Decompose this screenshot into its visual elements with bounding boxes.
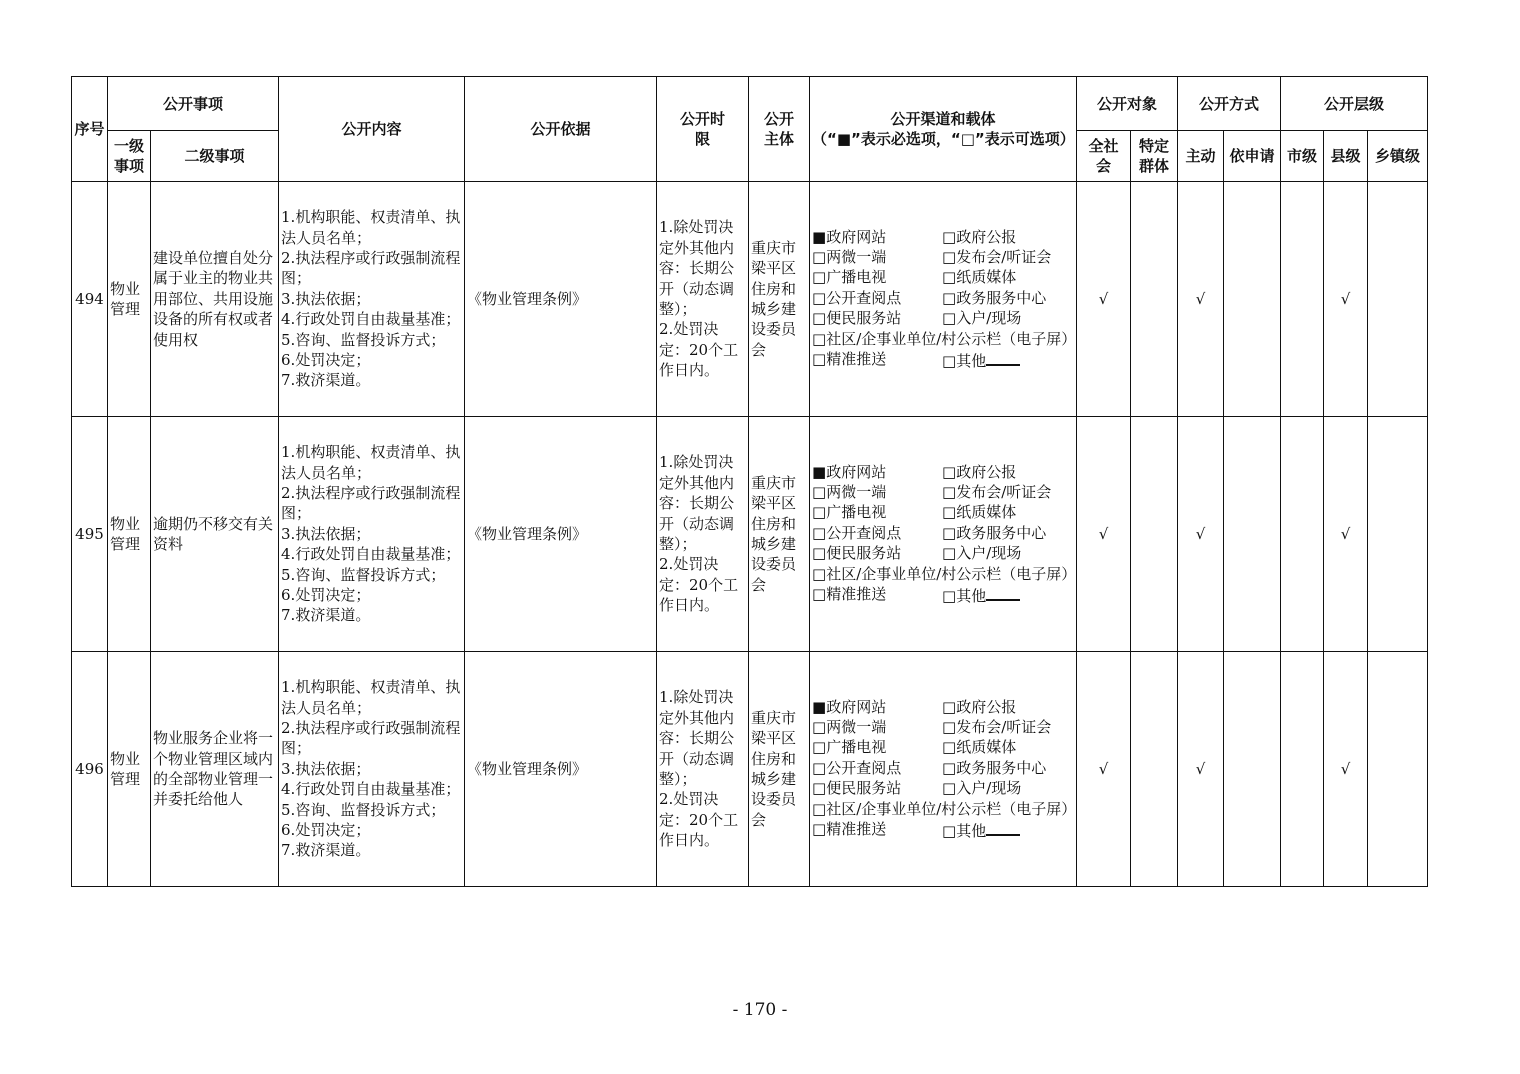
row-level1: 物业管理 (108, 417, 151, 652)
content-line: 6.处罚决定； (281, 351, 371, 370)
content-line: 3.执法依据； (281, 524, 371, 543)
row-target-specific (1131, 652, 1178, 887)
channel-option: □两微一端 (812, 247, 887, 266)
channel-option-other: □其他 (942, 819, 1072, 841)
row-level2: 物业服务企业将一个物业管理区域内的全部物业管理一并委托给他人 (151, 652, 279, 887)
content-line: 5.咨询、监督投诉方式； (281, 565, 446, 584)
channel-option: □精准推送 (812, 350, 887, 369)
channel-option: □政府公报 (942, 697, 1017, 716)
row-level2: 逾期仍不移交有关资料 (151, 417, 279, 652)
content-line: 1.机构职能、权责清单、执法人员名单； (281, 678, 461, 717)
content-line: 1.机构职能、权责清单、执法人员名单； (281, 208, 461, 247)
row-subject: 重庆市梁平区住房和城乡建设委员会 (749, 652, 810, 887)
header-method-active: 主动 (1178, 131, 1224, 182)
channel-option: □发布会/听证会 (942, 247, 1052, 266)
page-number: - 170 - (732, 1000, 788, 1020)
channel-option: □纸质媒体 (942, 268, 1017, 287)
content-line: 1.机构职能、权责清单、执法人员名单； (281, 443, 461, 482)
channel-option: □公开查阅点 (812, 523, 902, 542)
row-method-active: √ (1178, 417, 1224, 652)
header-time: 公开时限 (657, 77, 749, 182)
channel-option: □入户/现场 (942, 309, 1022, 328)
channel-option: □政府公报 (942, 462, 1017, 481)
channel-option: □公开查阅点 (812, 288, 902, 307)
header-basis: 公开依据 (465, 77, 657, 182)
channel-option: □入户/现场 (942, 544, 1022, 563)
channel-option: □政府公报 (942, 227, 1017, 246)
row-method-active: √ (1178, 182, 1224, 417)
content-line: 6.处罚决定； (281, 586, 371, 605)
header-channel-title: 公开渠道和载体 (890, 110, 996, 128)
row-time (657, 417, 749, 652)
channel-option: □精准推送 (812, 585, 887, 604)
row-level1: 物业管理 (108, 182, 151, 417)
time-line: 2.处罚决定：20个工作日内。 (659, 320, 739, 380)
channel-option: □便民服务站 (812, 544, 902, 563)
channel-option: ■政府网站 (812, 462, 887, 481)
row-target-specific (1131, 417, 1178, 652)
channel-option-other: □其他 (942, 349, 1072, 371)
header-level-town: 乡镇级 (1368, 131, 1428, 182)
channel-option: □发布会/听证会 (942, 717, 1052, 736)
row-level2: 建设单位擅自处分属于业主的物业共用部位、共用设施设备的所有权或者使用权 (151, 182, 279, 417)
blank-line (986, 349, 1020, 366)
channel-option: □便民服务站 (812, 779, 902, 798)
header-level2: 二级事项 (151, 131, 279, 182)
content-line: 5.咨询、监督投诉方式； (281, 800, 446, 819)
table-row (72, 652, 1428, 887)
header-level-city: 市级 (1281, 131, 1324, 182)
time-line: 2.处罚决定：20个工作日内。 (659, 555, 739, 615)
row-subject: 重庆市梁平区住房和城乡建设委员会 (749, 417, 810, 652)
blank-line (986, 584, 1020, 601)
row-method-request (1224, 417, 1281, 652)
row-content (279, 417, 465, 652)
row-basis: 《物业管理条例》 (465, 652, 657, 887)
content-line: 3.执法依据； (281, 759, 371, 778)
header-subject: 公开主体 (749, 77, 810, 182)
table-row (72, 182, 1428, 417)
row-target-all: √ (1077, 652, 1131, 887)
blank-line (986, 819, 1020, 836)
channel-option: □社区/企事业单位/村公示栏（电子屏） (812, 799, 1077, 818)
row-level-city (1281, 652, 1324, 887)
channel-option: □广播电视 (812, 268, 887, 287)
channel-option: □纸质媒体 (942, 738, 1017, 757)
header-seq: 序号 (72, 77, 108, 182)
channel-option: □广播电视 (812, 503, 887, 522)
channel-option: □便民服务站 (812, 309, 902, 328)
row-method-request (1224, 652, 1281, 887)
header-channel (810, 77, 1077, 182)
channel-option: ■政府网站 (812, 697, 887, 716)
row-level-city (1281, 182, 1324, 417)
content-line: 7.救济渠道。 (281, 841, 371, 860)
content-line: 2.执法程序或行政强制流程图； (281, 718, 461, 758)
header-level1: 一级事项 (108, 131, 151, 182)
row-channels (810, 652, 1077, 887)
channel-option: □社区/企事业单位/村公示栏（电子屏） (812, 329, 1077, 348)
row-level-county: √ (1324, 182, 1368, 417)
channel-option: ■政府网站 (812, 227, 887, 246)
row-level-town (1368, 182, 1428, 417)
row-level-county: √ (1324, 652, 1368, 887)
row-target-specific (1131, 182, 1178, 417)
row-channels (810, 417, 1077, 652)
header-item-group: 公开事项 (108, 77, 279, 131)
channel-option: □公开查阅点 (812, 758, 902, 777)
row-level-town (1368, 652, 1428, 887)
channel-option: □入户/现场 (942, 779, 1022, 798)
row-seq: 496 (72, 652, 108, 887)
row-time (657, 182, 749, 417)
header-content: 公开内容 (279, 77, 465, 182)
channel-option: □两微一端 (812, 717, 887, 736)
header-target-specific: 特定群体 (1131, 131, 1178, 182)
time-line: 2.处罚决定：20个工作日内。 (659, 790, 739, 850)
row-seq: 495 (72, 417, 108, 652)
channel-option: □纸质媒体 (942, 503, 1017, 522)
disclosure-table (71, 76, 1428, 887)
row-method-active: √ (1178, 652, 1224, 887)
header-channel-note: （“■”表示必选项，“□”表示可选项） (812, 130, 1075, 148)
header-level-county: 县级 (1324, 131, 1368, 182)
row-level-county: √ (1324, 417, 1368, 652)
content-line: 2.执法程序或行政强制流程图； (281, 248, 461, 288)
content-line: 4.行政处罚自由裁量基准； (281, 310, 461, 329)
table-row (72, 417, 1428, 652)
channel-option: □政务服务中心 (942, 758, 1047, 777)
channel-option: □两微一端 (812, 482, 887, 501)
time-line: 1.除处罚决定外其他内容：长期公开（动态调整）； (659, 218, 735, 318)
row-channels (810, 182, 1077, 417)
channel-option: □广播电视 (812, 738, 887, 757)
content-line: 7.救济渠道。 (281, 371, 371, 390)
content-line: 4.行政处罚自由裁量基准； (281, 780, 461, 799)
content-line: 5.咨询、监督投诉方式； (281, 330, 446, 349)
time-line: 1.除处罚决定外其他内容：长期公开（动态调整）； (659, 453, 735, 553)
row-basis: 《物业管理条例》 (465, 417, 657, 652)
time-line: 1.除处罚决定外其他内容：长期公开（动态调整）； (659, 688, 735, 788)
header-target-all: 全社会 (1077, 131, 1131, 182)
content-line: 4.行政处罚自由裁量基准； (281, 545, 461, 564)
content-line: 3.执法依据； (281, 289, 371, 308)
channel-option: □发布会/听证会 (942, 482, 1052, 501)
row-target-all: √ (1077, 417, 1131, 652)
content-line: 7.救济渠道。 (281, 606, 371, 625)
header-target-group: 公开对象 (1077, 77, 1178, 131)
row-seq: 494 (72, 182, 108, 417)
header-level-group: 公开层级 (1281, 77, 1428, 131)
channel-option-other: □其他 (942, 584, 1072, 606)
channel-option: □政务服务中心 (942, 288, 1047, 307)
row-time (657, 652, 749, 887)
header-method-request: 依申请 (1224, 131, 1281, 182)
channel-option: □精准推送 (812, 820, 887, 839)
row-level-town (1368, 417, 1428, 652)
row-subject: 重庆市梁平区住房和城乡建设委员会 (749, 182, 810, 417)
channel-option: □政务服务中心 (942, 523, 1047, 542)
channel-option: □社区/企事业单位/村公示栏（电子屏） (812, 564, 1077, 583)
content-line: 2.执法程序或行政强制流程图； (281, 483, 461, 523)
row-basis: 《物业管理条例》 (465, 182, 657, 417)
row-level-city (1281, 417, 1324, 652)
row-level1: 物业管理 (108, 652, 151, 887)
header-method-group: 公开方式 (1178, 77, 1281, 131)
content-line: 6.处罚决定； (281, 821, 371, 840)
row-content (279, 182, 465, 417)
row-target-all: √ (1077, 182, 1131, 417)
row-method-request (1224, 182, 1281, 417)
row-content (279, 652, 465, 887)
